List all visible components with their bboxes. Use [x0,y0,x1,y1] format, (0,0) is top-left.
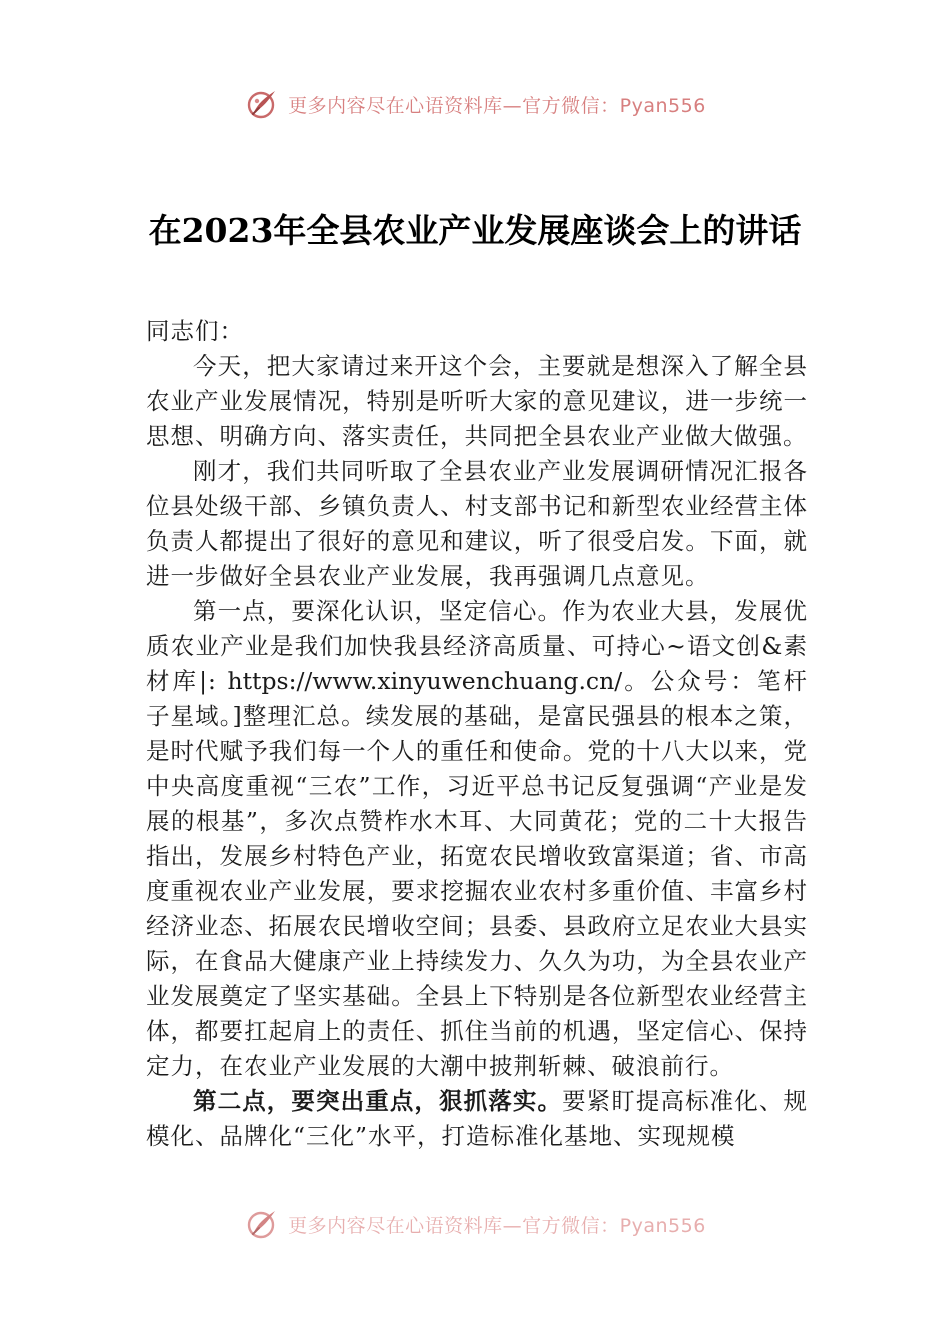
document-body [146,314,808,1154]
salutation: 同志们： [146,317,244,345]
header-banner [0,84,950,124]
paragraph: 刚才，我们共同听取了全县农业产业发展调研情况汇报各位县处级干部、乡镇负责人、村支部书记和新型农业经营主体负责人都提出了很好的意见和建议，听了很受启发。下面，就进一步做好全县农业产业发展，我再强调几点意见。 [146,457,808,590]
point-1-lead: 第一点，要深化认识，坚定信心。作为农业大县，发展优质农业产业是我们加快我县经济高质量、可持心~语文创&素材库|: [146,597,808,695]
point-1-rest: 。公众号：笔杆子星域。]整理汇总。续发展的基础，是富民强县的根本之策，是时代赋予我们每一个人的重任和使命。党的十八大以来，党中央高度重视“三农”工作，习近平总书记反复强调“产业是发展的根基”，多次点赞柞水木耳、大同黄花；党的二十大报告指出，发展乡村特色产业，拓宽农民增收致富渠道；省、市高度重视农业产业发展，要求挖掘农业农村多重价值、丰富乡村经济业态、拓展农民增收空间；县委、县政府立足农业大县实际，在食品大健康产业上持续发力、久久为功，为全县农业产业发展奠定了坚实基础。全县上下特别是各位新型农业经营主体，都要扛起肩上的责任、抓住当前的机遇，坚定信心、保持定力，在农业产业发展的大潮中披荆斩棘、破浪前行。 [146,667,809,1080]
paragraph: 今天，把大家请过来开这个会，主要就是想深入了解全县农业产业发展情况，特别是听听大家的意见建议，进一步统一思想、明确方向、落实责任，共同把全县农业产业做大做强。 [146,352,808,450]
source-link[interactable]: https://www.xinyuwenchuang.cn/ [227,667,623,695]
point-2-text: 要紧盯提高标准化、规模化、品牌化“三化”水平，打造标准化基地、实现规模 [146,1087,808,1150]
paragraph-point-1 [146,594,808,1084]
document-title: 在2023年全县农业产业发展座谈会上的讲话 [148,211,802,251]
quill-logo-icon [244,86,280,122]
header-banner-text: 更多内容尽在心语资料库—官方微信：Pyan556 [288,94,706,117]
footer-banner [0,1204,950,1244]
quill-logo-icon [244,1206,280,1242]
point-2-heading: 第二点，要突出重点，狠抓落实。 [193,1087,563,1115]
footer-banner-text: 更多内容尽在心语资料库—官方微信：Pyan556 [288,1214,706,1237]
paragraph-point-2 [146,1084,808,1154]
